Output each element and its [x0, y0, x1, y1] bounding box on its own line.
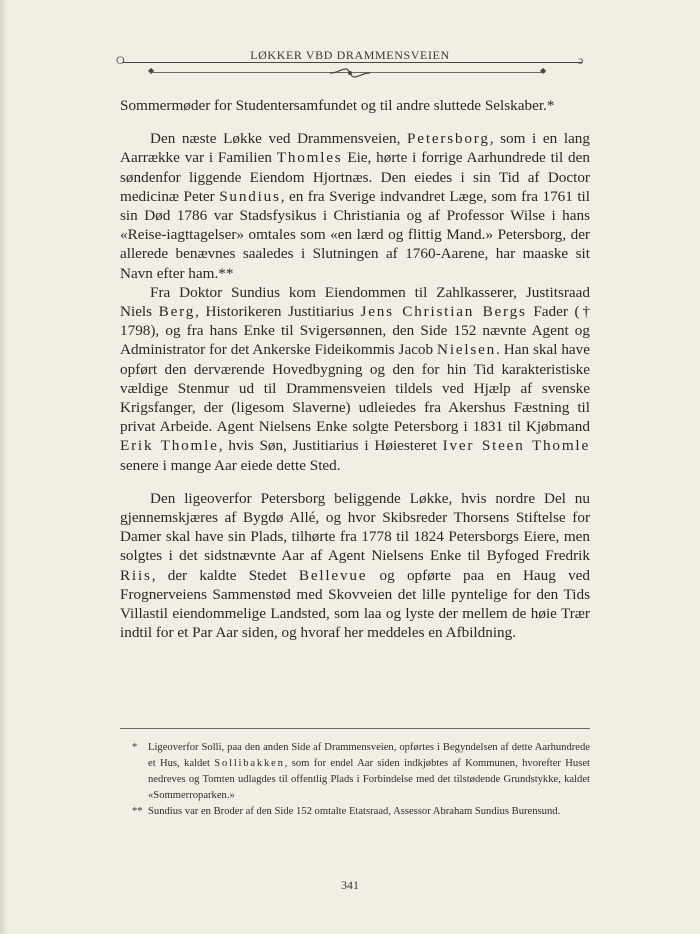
page-edge-shadow	[0, 0, 8, 934]
spaced-name: Berg	[158, 303, 196, 321]
spaced-name: Erik Thomle	[120, 437, 219, 455]
spaced-name: Sundius	[219, 187, 281, 205]
footnotes	[132, 740, 590, 820]
spaced-name: Iver Steen Thomle	[442, 437, 590, 455]
main-text-column	[120, 96, 590, 642]
header-curl-left-ornament: ୦	[116, 53, 125, 67]
header-curl-right-ornament: ɔ	[578, 53, 584, 67]
header-dot-left-ornament: ◆	[148, 66, 155, 75]
page-number: 341	[341, 878, 359, 892]
paragraph-3: Fra Doktor Sundius kom Eiendommen til Zahlkasserer, Justitsraad Niels Berg, Historikeren Justitiarius Jens Christian Bergs Fader († 1798), og fra hans Enke til Svigersønnen, den Side 152 nævnte Agent og Administrator for det Ankerske Fideikommis Jacob Nielsen. Han skal have opført den derværende Hovedbygning og den for hin Tid karakteristiske vældige Stenmur ud til Drammensveien tildels ved Hjælp af svenske Krigsfanger, der (ligesom Slaverne) udleiedes fra Akershus Fæstning til privat Arbeide. Agent Nielsens Enke solgte Petersborg i 1831 til Kjøbmand Erik Thomle, hvis Søn, Justitiarius i Høiesteret Iver Steen Thomle senere i mange Aar eiede dette Sted.	[120, 283, 591, 474]
footnote-mark: *	[132, 742, 138, 753]
spaced-name: Thomles	[276, 149, 343, 167]
paragraph-4: Den ligeoverfor Petersborg beliggende Løkke, hvis nordre Del nu gjennemskjæres af Bygdø Allé, og hvor Skibsreder Thorsens Stiftelse for Damer skal have sin Plads, tilhørte fra 1778 til 1824 Petersborgs Eiere, men solgtes i det sidstnævnte Aar af Agent Nielsens Enke til Byfoged Fredrik Riis, der kaldte Stedet Bellevue og opførte paa en Haug ved Frognerveiens Sammenstød med Skovveien det lille pyntelige for den Tids Villastil eiendommelige Landsted, som laa og lyste der mellem de høie Trær indtil for et Par Aar siden, og hvoraf her meddeles en Afbildning.	[120, 489, 591, 642]
header-dot-right-ornament: ◆	[540, 66, 547, 75]
spaced-name: Sollibakken	[214, 758, 285, 769]
header-scroll-ornament	[328, 66, 372, 80]
spaced-name: Jens Christian Bergs	[360, 303, 527, 321]
running-header-title: LØKKER VBD DRAMMENSVEIEN	[250, 48, 450, 62]
paragraph-1: Sommermøder for Studentersamfundet og til andre sluttede Selskaber.*	[120, 97, 555, 114]
footnote-mark: **	[132, 806, 143, 817]
spaced-name: Riis	[120, 566, 152, 584]
paragraph-2: Den næste Løkke ved Drammensveien, Petersborg, som i en lang Aarrække var i Familien Thomles Eie, hørte i forrige Aarhundrede til den søndenfor liggende Eiendom Hjortnæs. Den eiedes i sin Tid af Doctor medicinæ Peter Sundius, en fra Sverige indvandret Læge, som fra 1761 til sin Død 1786 var Stadsfysikus i Christiania og af Professor Wilse i hans «Reise-iagttagelser» omtales som «en lærd og flittig Mand.» Petersborg, der allerede benævnes saaledes i Slutningen af 1760-Aarene, har maaske sit Navn efter ham.**	[120, 130, 590, 282]
footnote-2: ** Sundius var en Broder af den Side 152 omtalte Etatsraad, Assessor Abraham Sundius Burensund.	[148, 804, 590, 820]
spaced-name: Nielsen	[437, 341, 497, 359]
footnote-separator	[120, 728, 590, 729]
spaced-name: Bellevue	[298, 566, 368, 584]
footnote-1: * Ligeoverfor Solli, paa den anden Side af Drammensveien, opførtes i Begyndelsen af dette Aarhundrede et Hus, kaldet Sollibakken, som for endel Aar siden indkjøbtes af Kommunen, hvorefter Huset nedreves og Tomten udlagdes til offentlig Plads i Forbindelse med det tilstødende Grundstykke, kaldet «Sommerroparken.»	[132, 742, 590, 801]
spaced-name: Petersborg	[407, 130, 490, 148]
header-rule-top	[122, 62, 582, 63]
